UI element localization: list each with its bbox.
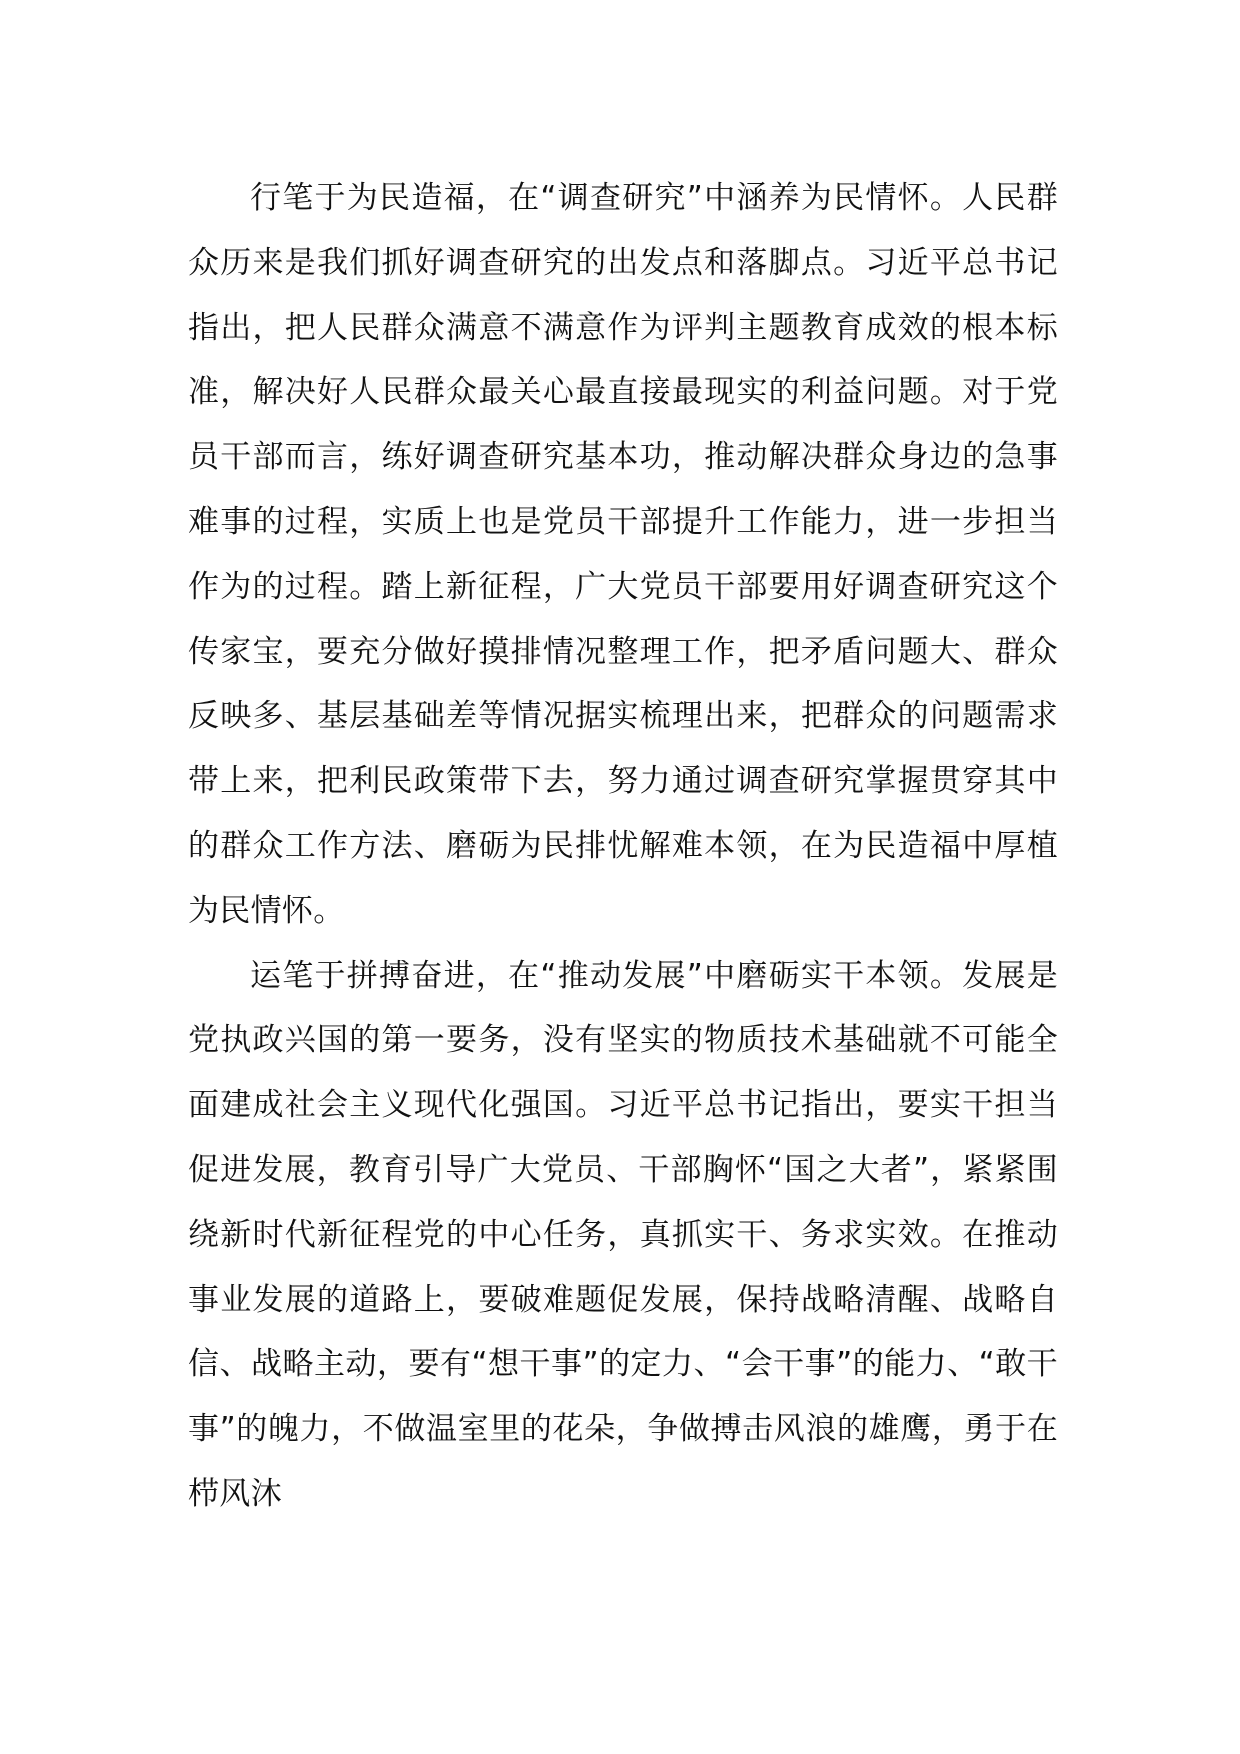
paragraph-research: 行笔于为民造福，在“调查研究”中涵养为民情怀。人民群众历来是我们抓好调查研究的出发点和落脚点。习近平总书记指出，把人民群众满意不满意作为评判主题教育成效的根本标准，解决好人民群众最关心最直接最现实的利益问题。对于党员干部而言，练好调查研究基本功，推动解决群众身边的急事难事的过程，实质上也是党员干部提升工作能力，进一步担当作为的过程。踏上新征程，广大党员干部要用好调查研究这个传家宝，要充分做好摸排情况整理工作，把矛盾问题大、群众反映多、基层基础差等情况据实梳理出来，把群众的问题需求带上来，把利民政策带下去，努力通过调查研究掌握贯穿其中的群众工作方法、磨砺为民排忧解难本领，在为民造福中厚植为民情怀。 [188,180,1058,929]
paragraph-development: 运笔于拼搏奋进，在“推动发展”中磨砺实干本领。发展是党执政兴国的第一要务，没有坚实的物质技术基础就不可能全面建成社会主义现代化强国。习近平总书记指出，要实干担当促进发展，教育引导广大党员、干部胸怀“国之大者”，紧紧围绕新时代新征程党的中心任务，真抓实干、务求实效。在推动事业发展的道路上，要破难题促发展，保持战略清醒、战略自信、战略主动，要有“想干事”的定力、“会干事”的能力、“敢干事”的魄力，不做温室里的花朵，争做搏击风浪的雄鹰，勇于在栉风沐 [188,957,1058,1512]
body-text [188,166,1058,1527]
